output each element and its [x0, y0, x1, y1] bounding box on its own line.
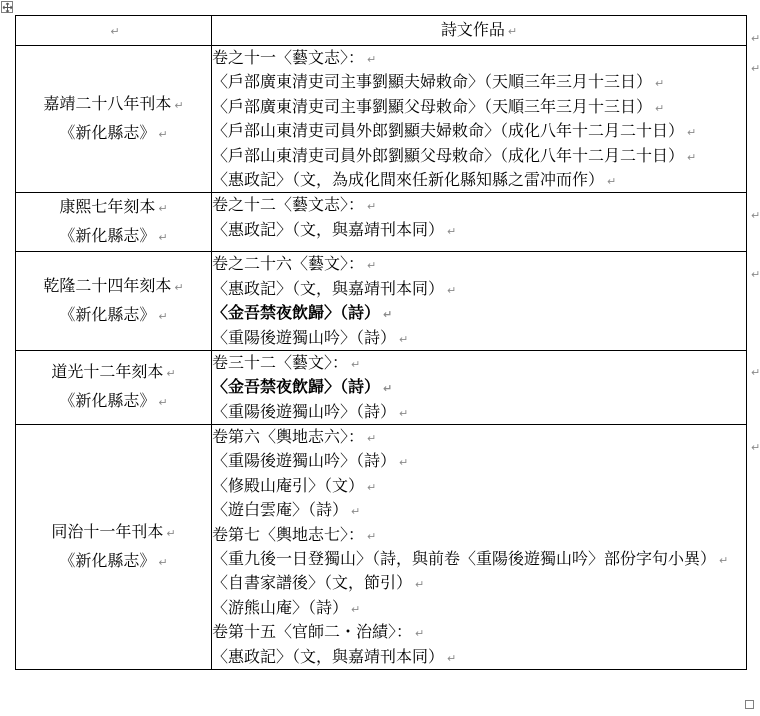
table-row — [16, 46, 747, 193]
table-row — [16, 425, 747, 670]
paragraph-mark-icon: ↵ — [367, 53, 377, 66]
paragraph-mark-icon: ↵ — [447, 224, 457, 238]
editions-table — [15, 15, 747, 670]
work-item: 卷第七〈輿地志七〉： ↵ — [212, 524, 377, 544]
edition-title: 《新化縣志》 ↵ — [59, 305, 168, 325]
paragraph-mark-icon: ↵ — [447, 651, 457, 665]
paragraph-mark-icon: ↵ — [367, 480, 377, 494]
row-end-mark-icon: ↵ — [751, 366, 760, 380]
edition-cell[interactable] — [16, 193, 212, 252]
edition-title: 《新化縣志》 ↵ — [59, 226, 168, 246]
paragraph-mark-icon: ↵ — [383, 382, 393, 396]
edition-name: 嘉靖二十八年刊本 ↵ — [43, 94, 184, 114]
paragraph-mark-icon: ↵ — [367, 259, 377, 273]
work-item: 〈金吾禁夜飲歸〉（詩） ↵ — [212, 303, 393, 323]
paragraph-mark-icon: ↵ — [367, 432, 377, 446]
paragraph-mark-icon: ↵ — [158, 556, 168, 570]
works-cell[interactable] — [212, 252, 747, 351]
table-move-handle[interactable] — [1, 1, 13, 13]
paragraph-mark-icon: ↵ — [174, 281, 184, 295]
row-end-mark-icon: ↵ — [751, 267, 760, 281]
work-item: 〈戶部廣東清吏司主事劉顯夫婦敕命〉（天順三年三月十三日） ↵ — [212, 72, 665, 92]
paragraph-mark-icon: ↵ — [415, 578, 425, 592]
table-row — [16, 193, 747, 252]
row-end-mark-icon: ↵ — [751, 61, 760, 75]
work-item: 卷第十五〈官師二・治績〉： ↵ — [212, 622, 425, 642]
edition-name: 同治十一年刊本 ↵ — [51, 522, 176, 542]
edition-title: 《新化縣志》 ↵ — [59, 123, 168, 143]
edition-cell[interactable] — [16, 350, 212, 424]
work-item: 〈戶部廣東清吏司主事劉顯父母敕命〉（天順三年三月十三日） ↵ — [212, 96, 665, 116]
paragraph-mark-icon: ↵ — [158, 310, 168, 324]
work-volume-heading: 卷之二十六〈藝文〉： ↵ — [212, 254, 377, 274]
edition-name: 康熙七年刻本 ↵ — [59, 197, 168, 217]
paragraph-mark-icon: ↵ — [158, 128, 168, 142]
paragraph-mark-icon: ↵ — [719, 554, 729, 568]
work-item: 〈惠政記〉（文，與嘉靖刊本同） ↵ — [212, 646, 457, 666]
works-cell[interactable] — [212, 193, 747, 252]
edition-cell[interactable] — [16, 425, 212, 670]
move-arrows-icon — [2, 2, 13, 13]
work-item: 〈戶部山東清吏司員外郎劉顯父母敕命〉（成化八年十二月二十日） ↵ — [212, 145, 697, 165]
paragraph-mark-icon: ↵ — [166, 527, 176, 541]
paragraph-mark-icon: ↵ — [447, 283, 457, 297]
work-item: 〈惠政記〉（文，與嘉靖刊本同） ↵ — [212, 219, 457, 239]
row-end-mark-icon: ↵ — [751, 208, 760, 222]
table-row — [16, 252, 747, 351]
work-volume-heading: 卷第六〈輿地志六〉： ↵ — [212, 427, 377, 447]
edition-cell[interactable] — [16, 252, 212, 351]
paragraph-mark-icon: ↵ — [158, 202, 168, 216]
edition-title: 《新化縣志》 ↵ — [59, 391, 168, 411]
works-cell[interactable] — [212, 46, 747, 193]
paragraph-mark-icon: ↵ — [351, 357, 361, 371]
edition-title: 《新化縣志》 ↵ — [59, 551, 168, 571]
paragraph-mark-icon: ↵ — [607, 174, 617, 188]
paragraph-mark-icon: ↵ — [351, 602, 361, 616]
paragraph-mark-icon: ↵ — [415, 627, 425, 641]
work-item: 〈重九後一日登獨山〉（詩，與前卷〈重陽後遊獨山吟〉部份字句小異） ↵ — [212, 549, 729, 569]
row-end-mark-icon: ↵ — [751, 440, 760, 454]
row-end-mark-icon: ↵ — [751, 31, 760, 45]
work-item: 〈戶部山東清吏司員外郎劉顯夫婦敕命〉（成化八年十二月二十日） ↵ — [212, 121, 697, 141]
paragraph-mark-icon: ↵ — [655, 77, 665, 91]
work-volume-heading: 卷三十二〈藝文〉： ↵ — [212, 352, 361, 372]
edition-name: 乾隆二十四年刻本 ↵ — [43, 276, 184, 296]
paragraph-mark-icon: ↵ — [383, 308, 393, 322]
work-item: 〈重陽後遊獨山吟〉（詩） ↵ — [212, 327, 409, 347]
paragraph-mark-icon: ↵ — [351, 505, 361, 519]
header-row — [16, 16, 747, 46]
work-item: 〈惠政記〉（文，與嘉靖刊本同） ↵ — [212, 278, 457, 298]
work-item: 〈修殿山庵引〉（文） ↵ — [212, 475, 377, 495]
edition-cell[interactable] — [16, 46, 212, 193]
paragraph-mark-icon: ↵ — [110, 25, 120, 38]
paragraph-mark-icon: ↵ — [367, 200, 377, 214]
work-item: 〈重陽後遊獨山吟〉（詩） ↵ — [212, 401, 409, 421]
paragraph-mark-icon: ↵ — [687, 150, 697, 164]
paragraph-mark-icon: ↵ — [367, 529, 377, 543]
paragraph-mark-icon: ↵ — [158, 396, 168, 410]
paragraph-mark-icon: ↵ — [507, 25, 518, 38]
work-item: 〈金吾禁夜飲歸〉（詩） ↵ — [212, 377, 393, 397]
table-row — [16, 350, 747, 424]
paragraph-mark-icon: ↵ — [399, 456, 409, 470]
header-edition-cell[interactable] — [16, 16, 212, 46]
header-works-label: 詩文作品 — [440, 20, 505, 39]
works-cell[interactable] — [212, 350, 747, 424]
work-item: 〈重陽後遊獨山吟〉（詩） ↵ — [212, 451, 409, 471]
paragraph-mark-icon: ↵ — [655, 101, 665, 115]
table-resize-handle[interactable] — [745, 700, 754, 709]
paragraph-mark-icon: ↵ — [166, 367, 176, 381]
paragraph-mark-icon: ↵ — [174, 99, 184, 113]
work-item: 〈遊白雲庵〉（詩） ↵ — [212, 500, 361, 520]
works-cell[interactable] — [212, 425, 747, 670]
paragraph-mark-icon: ↵ — [399, 332, 409, 346]
work-volume-heading: 卷之十二〈藝文志〉： ↵ — [212, 195, 377, 215]
header-works-cell[interactable] — [212, 16, 747, 46]
work-item: 〈自書家譜後〉（文，節引） ↵ — [212, 573, 425, 593]
work-volume-heading: 卷之十一〈藝文志〉： ↵ — [212, 48, 377, 67]
work-item: 〈惠政記〉（文，為成化間來任新化縣知縣之雷冲而作） ↵ — [212, 169, 617, 189]
paragraph-mark-icon: ↵ — [399, 406, 409, 420]
paragraph-mark-icon: ↵ — [158, 231, 168, 245]
edition-name: 道光十二年刻本 ↵ — [51, 362, 176, 382]
work-item: 〈游熊山庵〉（詩） ↵ — [212, 597, 361, 617]
paragraph-mark-icon: ↵ — [687, 126, 697, 140]
